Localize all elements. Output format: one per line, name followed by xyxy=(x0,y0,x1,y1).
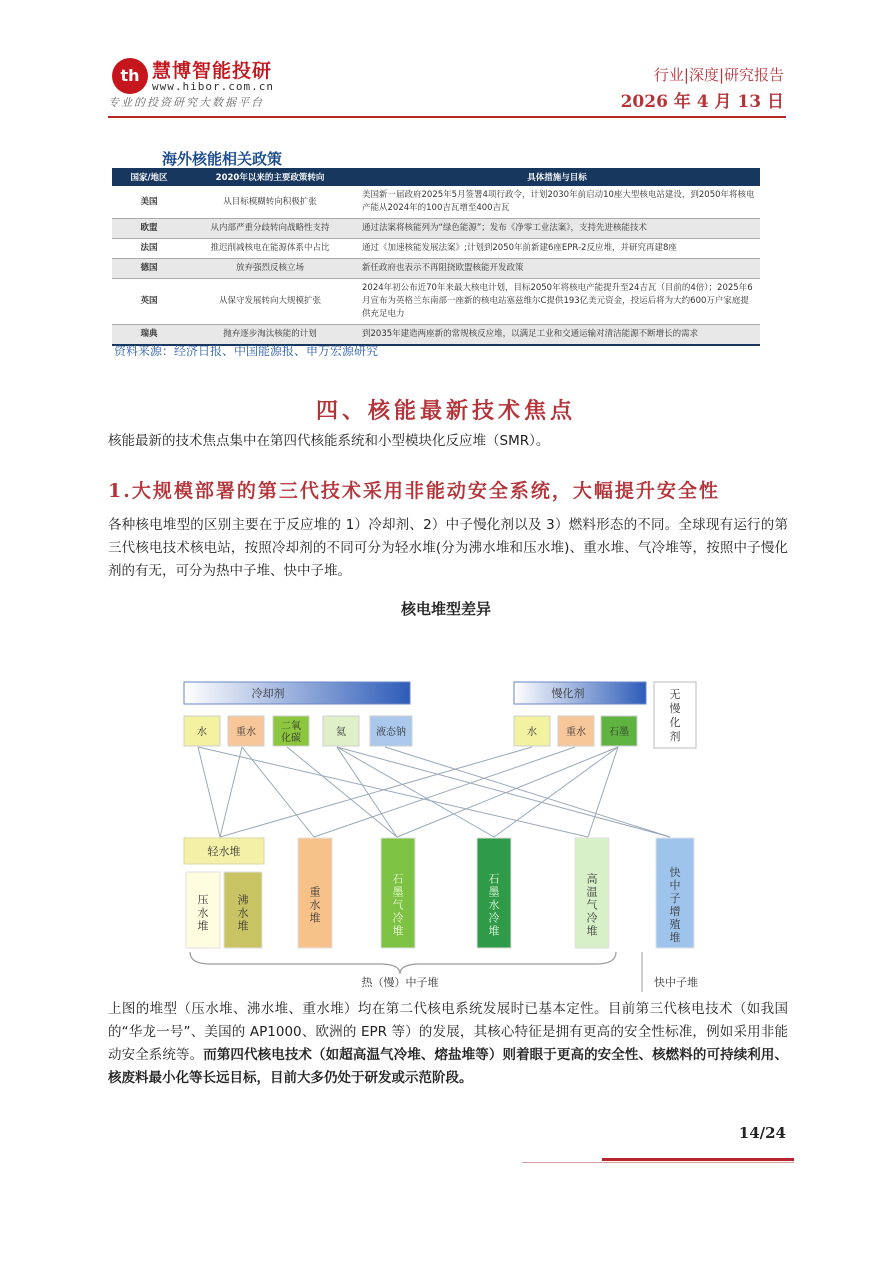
connector-line xyxy=(588,747,618,837)
no-moderator-char: 剂 xyxy=(669,730,681,743)
coolant-label: 重水 xyxy=(236,727,256,738)
reactor-label-char: 中 xyxy=(669,879,681,892)
connector-line xyxy=(198,747,220,837)
footer-line xyxy=(522,1162,794,1163)
footer-accent-line xyxy=(602,1158,794,1161)
coolant-header-label: 冷却剂 xyxy=(251,687,285,700)
coolant-label: 化碳 xyxy=(281,733,301,744)
policy-table-header xyxy=(112,168,760,186)
reactor-label-char: 堆 xyxy=(197,919,209,933)
subsection-title: 1.大规模部署的第三代技术采用非能动安全系统，大幅提升安全性 xyxy=(108,480,720,502)
col-header-shift: 2020年以来的主要政策转向 xyxy=(186,168,354,186)
coolant-label: 二氧 xyxy=(281,721,301,732)
policy-table-title: 海外核能相关政策 xyxy=(162,150,283,168)
coolant-label: 液态钠 xyxy=(376,727,406,738)
report-date: 2026 年 4 月 13 日 xyxy=(620,92,784,112)
policy-table-body xyxy=(112,186,760,345)
reactor-label-char: 冷 xyxy=(586,911,598,925)
connector-line xyxy=(220,747,242,837)
policy-region-cell: 瑞典 xyxy=(112,325,186,346)
no-moderator-char: 无 xyxy=(669,688,681,701)
coolant-header-bar xyxy=(184,682,410,704)
policy-table xyxy=(112,168,760,346)
reactor-label-char: 水 xyxy=(237,906,249,920)
policy-row xyxy=(112,239,760,259)
policy-row xyxy=(112,279,760,325)
connector-line xyxy=(397,747,618,837)
moderator-label: 水 xyxy=(527,727,537,738)
reactor-label-char: 冷 xyxy=(488,911,500,925)
logo-name: 慧博智能投研 xyxy=(152,60,273,82)
policy-row xyxy=(112,186,760,219)
diagram-title: 核电堆型差异 xyxy=(400,600,491,618)
connector-line xyxy=(314,747,575,837)
reactor-label-char: 温 xyxy=(586,885,598,899)
logo-icon: th xyxy=(112,58,148,94)
reactor-label-char: 沸 xyxy=(237,893,249,907)
thermal-bracket xyxy=(190,952,616,974)
col-header-region: 国家/地区 xyxy=(112,168,186,186)
reactor-label-char: 墨 xyxy=(392,885,404,899)
section-intro: 核能最新的技术焦点集中在第四代核能系统和小型模块化反应堆（SMR）。 xyxy=(108,433,550,449)
connector-line xyxy=(220,747,532,837)
reactor-label-char: 子 xyxy=(669,892,681,905)
reactor-label-char: 气 xyxy=(392,898,404,912)
policy-region-cell: 法国 xyxy=(112,239,186,259)
reactor-type-diagram xyxy=(150,632,742,992)
page-number: 14/24 xyxy=(738,1124,786,1142)
reactor-label-char: 堆 xyxy=(488,924,500,938)
policy-measures-cell: 通过《加速核能发展法案》;计划到2050年前新建6座EPR-2反应堆，并研究再建8座 xyxy=(354,239,760,259)
reactor-label-char: 水 xyxy=(309,898,321,912)
policy-measures-cell: 新任政府也表示不再阻挠欧盟核能开发政策 xyxy=(354,259,760,279)
reactor-label-char: 水 xyxy=(197,906,209,920)
reactor-label-char: 石 xyxy=(488,872,500,886)
light-water-label: 轻水堆 xyxy=(207,845,241,858)
logo-url: www.hibor.com.cn xyxy=(152,80,274,93)
connector-line xyxy=(337,747,494,837)
reactor-label-char: 堆 xyxy=(669,931,681,944)
coolant-label: 水 xyxy=(197,727,207,738)
policy-measures-cell: 美国新一届政府2025年5月签署4项行政令，计划2030年前启动10座大型核电站建设，到2050年将核电产能从2024年的100吉瓦增至400吉瓦 xyxy=(354,186,760,219)
col-header-measures: 具体措施与目标 xyxy=(354,168,760,186)
moderator-label: 重水 xyxy=(566,727,586,738)
policy-shift-cell: 从内部严重分歧转向战略性支持 xyxy=(186,219,354,239)
policy-shift-cell: 推迟削减核电在能源体系中占比 xyxy=(186,239,354,259)
reactor-label-char: 堆 xyxy=(309,911,321,925)
reactor-label-char: 重 xyxy=(309,885,321,899)
policy-shift-cell: 抛弃逐步淘汰核能的计划 xyxy=(186,325,354,346)
paragraph-2-bold: 而第四代核电技术（如超高温气冷堆、熔盐堆等）则着眼于更高的安全性、核燃料的可持续利用、核废料最小化等长远目标，目前大多仍处于研发或示范阶段。 xyxy=(108,1047,789,1086)
report-category: 行业|深度|研究报告 xyxy=(653,66,784,84)
reactor-label-char: 增 xyxy=(669,905,681,918)
connector-line xyxy=(494,747,618,837)
reactor-label-char: 殖 xyxy=(669,918,681,931)
policy-region-cell: 欧盟 xyxy=(112,219,186,239)
reactor-label-char: 水 xyxy=(488,898,500,912)
policy-measures-cell: 到2035年建造两座新的常规核反应堆，以满足工业和交通运输对清洁能源不断增长的需求 xyxy=(354,325,760,346)
policy-region-cell: 德国 xyxy=(112,259,186,279)
logo-tagline: 专业的投资研究大数据平台 xyxy=(108,96,264,109)
reactor-label-char: 气 xyxy=(586,898,598,912)
reactor-label-char: 堆 xyxy=(392,924,404,938)
reactor-label-char: 堆 xyxy=(586,924,598,938)
policy-measures-cell: 通过法案将核能列为“绿色能源”；发布《净零工业法案》，支持先进核能技术 xyxy=(354,219,760,239)
no-moderator-char: 慢 xyxy=(669,702,681,715)
policy-shift-cell: 从保守发展转向大规模扩张 xyxy=(186,279,354,325)
moderator-label: 石墨 xyxy=(609,727,629,738)
policy-row xyxy=(112,259,760,279)
reactor-label-char: 堆 xyxy=(237,919,249,933)
policy-region-cell: 美国 xyxy=(112,186,186,219)
body-paragraph-2 xyxy=(108,998,788,1090)
paragraph-2-normal: 上图的堆型（压水堆、沸水堆、重水堆）均在第二代核电系统发展时已基本定性。目前第三代核电技术（如我国的“华龙一号”、美国的 AP1000、欧洲的 EPR 等）的发展，其核心特征是拥有更高的安全性标准，例如采用非能动安全系统等。 xyxy=(108,1001,788,1063)
coolant-label: 氦 xyxy=(336,727,346,738)
reactor-label-char: 高 xyxy=(586,872,598,886)
connector-line xyxy=(337,747,670,837)
policy-measures-cell: 2024年初公布近70年来最大核电计划，目标2050年将核电产能提升至24吉瓦（目前的4倍）；2025年6月宣布为英格兰东南部一座新的核电站塞兹维尔C提供193亿美元资金，投运后将为大约600万户家庭提供充足电力 xyxy=(354,279,760,325)
fast-reactor-label: 快中子堆 xyxy=(654,976,698,989)
moderator-header-label: 慢化剂 xyxy=(551,687,585,700)
no-moderator-char: 化 xyxy=(669,716,681,729)
connector-line xyxy=(198,747,588,837)
reactor-label-char: 压 xyxy=(197,893,209,907)
policy-region-cell: 英国 xyxy=(112,279,186,325)
policy-row xyxy=(112,219,760,239)
policy-shift-cell: 放弃强烈反核立场 xyxy=(186,259,354,279)
reactor-label-char: 冷 xyxy=(392,911,404,925)
reactor-label-char: 石 xyxy=(392,872,404,886)
reactor-label-char: 快 xyxy=(669,866,681,879)
policy-shift-cell: 从目标模糊转向积极扩张 xyxy=(186,186,354,219)
section-title: 四、核能最新技术焦点 xyxy=(315,398,576,424)
table-source: 资料来源：经济日报、中国能源报、申万宏源研究 xyxy=(114,344,379,358)
reactor-label-char: 墨 xyxy=(488,885,500,899)
body-paragraph-1: 各种核电堆型的区别主要在于反应堆的 1）冷却剂、2）中子慢化剂以及 3）燃料形态的不同。全球现有运行的第三代核电技术核电站，按照冷却剂的不同可分为轻水堆(分为沸水堆和压水堆)、重水堆、气冷堆等，按照中子慢化剂的有无，可分为热中子堆、快中子堆。 xyxy=(108,517,788,579)
header-divider xyxy=(108,116,786,118)
thermal-reactor-label: 热（慢）中子堆 xyxy=(361,976,439,989)
